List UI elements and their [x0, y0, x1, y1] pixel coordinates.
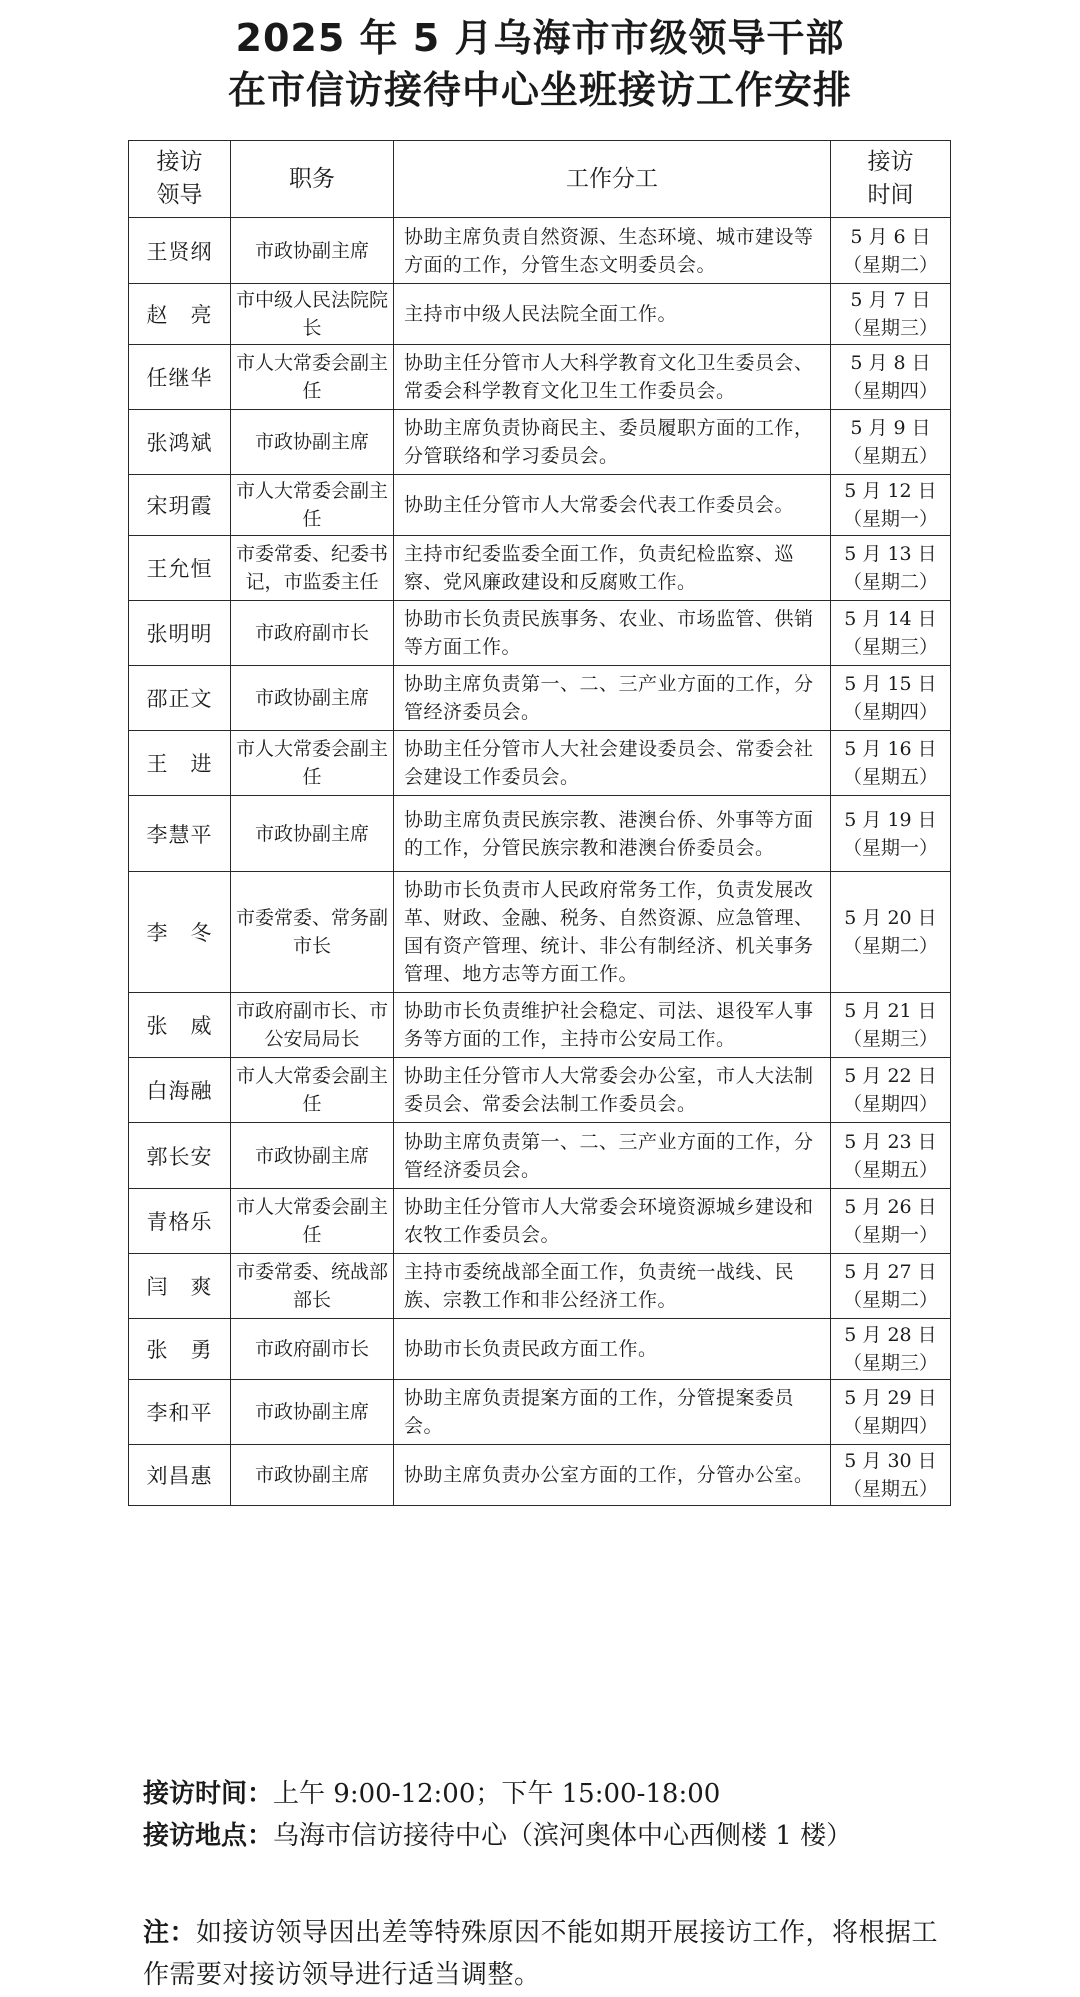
reception-weekday: （星期四） — [842, 701, 938, 723]
table-row — [129, 601, 951, 666]
reception-place-value: 乌海市信访接待中心（滨河奥体中心西侧楼 1 楼） — [273, 1821, 853, 1851]
table-row — [129, 284, 951, 345]
leader-duties: 协助主任分管市人大社会建设委员会、常委会社会建设工作委员会。 — [394, 731, 831, 796]
table-row — [129, 410, 951, 475]
header-time-line1: 接访 — [867, 149, 914, 175]
header-duties: 工作分工 — [394, 141, 831, 218]
reception-weekday: （星期四） — [842, 1093, 938, 1115]
table-row — [129, 666, 951, 731]
reception-date: 5 月 13 日 — [844, 543, 937, 565]
reception-date-cell — [831, 1319, 951, 1380]
table-row — [129, 1189, 951, 1254]
reception-weekday: （星期四） — [842, 1415, 938, 1437]
leader-position: 市政协副主席 — [231, 410, 394, 475]
header-time-line2: 时间 — [867, 182, 914, 208]
table-row — [129, 796, 951, 872]
leader-position: 市人大常委会副主任 — [231, 1058, 394, 1123]
reception-date: 5 月 21 日 — [844, 1000, 937, 1022]
leader-duties: 协助主任分管市人大常委会办公室，市人大法制委员会、常委会法制工作委员会。 — [394, 1058, 831, 1123]
leader-name: 张鸿斌 — [129, 410, 231, 475]
reception-date: 5 月 29 日 — [844, 1387, 937, 1409]
reception-date: 5 月 30 日 — [844, 1450, 937, 1472]
document-title-line2: 在市信访接待中心坐班接访工作安排 — [227, 68, 852, 112]
leader-position: 市政府副市长 — [231, 1319, 394, 1380]
leader-position: 市政协副主席 — [231, 218, 394, 284]
schedule-table — [128, 140, 951, 1506]
reception-weekday: （星期二） — [842, 1289, 938, 1311]
reception-date: 5 月 19 日 — [844, 808, 937, 831]
reception-date: 5 月 26 日 — [844, 1196, 937, 1218]
reception-time-value: 上午 9:00-12:00；下午 15:00-18:00 — [273, 1779, 721, 1809]
leader-position: 市中级人民法院院长 — [231, 284, 394, 345]
reception-weekday: （星期二） — [842, 253, 938, 276]
leader-name: 白海融 — [129, 1058, 231, 1123]
leader-name: 青格乐 — [129, 1189, 231, 1254]
leader-duties: 协助市长负责维护社会稳定、司法、退役军人事务等方面的工作，主持市公安局工作。 — [394, 993, 831, 1058]
leader-duties: 协助市长负责民族事务、农业、市场监管、供销等方面工作。 — [394, 601, 831, 666]
reception-date: 5 月 12 日 — [844, 480, 937, 502]
reception-date-cell — [831, 872, 951, 993]
leader-position: 市人大常委会副主任 — [231, 345, 394, 410]
schedule-table-header — [129, 141, 951, 218]
leader-duties: 协助市长负责市人民政府常务工作，负责发展改革、财政、金融、税务、自然资源、应急管理、国有资产管理、统计、非公有制经济、机关事务管理、地方志等方面工作。 — [394, 872, 831, 993]
leader-duties: 主持市纪委监委全面工作，负责纪检监察、巡察、党风廉政建设和反腐败工作。 — [394, 536, 831, 601]
reception-date: 5 月 15 日 — [844, 673, 937, 695]
reception-date: 5 月 14 日 — [844, 608, 937, 630]
reception-weekday: （星期四） — [842, 380, 938, 402]
reception-weekday: （星期三） — [842, 636, 938, 658]
reception-weekday: （星期一） — [842, 836, 938, 859]
table-row — [129, 1380, 951, 1445]
leader-name: 闫 爽 — [129, 1254, 231, 1319]
leader-position: 市政府副市长 — [231, 601, 394, 666]
table-row — [129, 1254, 951, 1319]
table-row — [129, 1058, 951, 1123]
header-row — [129, 141, 951, 218]
leader-duties: 协助主席负责办公室方面的工作，分管办公室。 — [394, 1445, 831, 1506]
leader-name: 宋玥霞 — [129, 475, 231, 536]
leader-name: 李和平 — [129, 1380, 231, 1445]
leader-duties: 协助主席负责自然资源、生态环境、城市建设等方面的工作，分管生态文明委员会。 — [394, 218, 831, 284]
reception-place-label: 接访地点： — [143, 1821, 274, 1851]
header-leader — [129, 141, 231, 218]
header-position: 职务 — [231, 141, 394, 218]
reception-weekday: （星期五） — [842, 1478, 938, 1500]
header-leader-line2: 领导 — [156, 182, 203, 208]
reception-date-cell — [831, 1123, 951, 1189]
leader-duties: 协助主任分管市人大常委会环境资源城乡建设和农牧工作委员会。 — [394, 1189, 831, 1254]
reception-date: 5 月 8 日 — [850, 352, 931, 374]
leader-duties: 协助主席负责第一、二、三产业方面的工作，分管经济委员会。 — [394, 666, 831, 731]
leader-position: 市人大常委会副主任 — [231, 731, 394, 796]
leader-duties: 协助主席负责第一、二、三产业方面的工作，分管经济委员会。 — [394, 1123, 831, 1189]
leader-name: 任继华 — [129, 345, 231, 410]
leader-position: 市委常委、纪委书记，市监委主任 — [231, 536, 394, 601]
leader-duties: 协助主任分管市人大科学教育文化卫生委员会、常委会科学教育文化卫生工作委员会。 — [394, 345, 831, 410]
leader-name: 李慧平 — [129, 796, 231, 872]
reception-date-cell — [831, 1380, 951, 1445]
leader-name: 张明明 — [129, 601, 231, 666]
leader-position: 市政协副主席 — [231, 1380, 394, 1445]
leader-position: 市政协副主席 — [231, 666, 394, 731]
table-row — [129, 731, 951, 796]
leader-position: 市政协副主席 — [231, 1445, 394, 1506]
leader-duties: 协助主席负责提案方面的工作，分管提案委员会。 — [394, 1380, 831, 1445]
reception-date-cell — [831, 601, 951, 666]
reception-weekday: （星期一） — [842, 508, 938, 530]
leader-name: 李 冬 — [129, 872, 231, 993]
leader-position: 市委常委、统战部部长 — [231, 1254, 394, 1319]
leader-name: 张 威 — [129, 993, 231, 1058]
reception-date-cell — [831, 1445, 951, 1506]
table-row — [129, 1445, 951, 1506]
leader-name: 张 勇 — [129, 1319, 231, 1380]
leader-position: 市人大常委会副主任 — [231, 1189, 394, 1254]
reception-place — [143, 1818, 852, 1854]
reception-weekday: （星期三） — [842, 1352, 938, 1374]
reception-date: 5 月 28 日 — [844, 1324, 937, 1346]
table-row — [129, 1123, 951, 1189]
reception-date: 5 月 9 日 — [850, 417, 931, 439]
reception-date-cell — [831, 1189, 951, 1254]
reception-date-cell — [831, 284, 951, 345]
schedule-table-body — [129, 218, 951, 1506]
leader-position: 市政协副主席 — [231, 1123, 394, 1189]
reception-weekday: （星期三） — [842, 317, 938, 339]
leader-name: 邵正文 — [129, 666, 231, 731]
leader-name: 郭长安 — [129, 1123, 231, 1189]
reception-date: 5 月 20 日 — [844, 907, 937, 929]
leader-duties: 协助市长负责民政方面工作。 — [394, 1319, 831, 1380]
reception-date: 5 月 22 日 — [844, 1065, 937, 1087]
header-time — [831, 141, 951, 218]
leader-name: 王贤纲 — [129, 218, 231, 284]
leader-duties: 协助主席负责民族宗教、港澳台侨、外事等方面的工作，分管民族宗教和港澳台侨委员会。 — [394, 796, 831, 872]
reception-date: 5 月 6 日 — [850, 225, 931, 248]
note-text: 如接访领导因出差等特殊原因不能如期开展接访工作，将根据工作需要对接访领导进行适当调整。 — [143, 1918, 939, 1990]
reception-weekday: （星期五） — [842, 1158, 938, 1181]
reception-weekday: （星期三） — [842, 1028, 938, 1050]
leader-name: 刘昌惠 — [129, 1445, 231, 1506]
table-row — [129, 218, 951, 284]
reception-date: 5 月 23 日 — [844, 1130, 937, 1153]
reception-date-cell — [831, 1058, 951, 1123]
reception-weekday: （星期一） — [842, 1224, 938, 1246]
reception-weekday: （星期二） — [842, 935, 938, 957]
table-row — [129, 872, 951, 993]
reception-date-cell — [831, 1254, 951, 1319]
leader-duties: 主持市中级人民法院全面工作。 — [394, 284, 831, 345]
reception-date: 5 月 27 日 — [844, 1261, 937, 1283]
reception-date-cell — [831, 345, 951, 410]
reception-date: 5 月 16 日 — [844, 738, 937, 760]
reception-time — [143, 1776, 720, 1812]
reception-date-cell — [831, 796, 951, 872]
reception-date-cell — [831, 731, 951, 796]
table-row — [129, 536, 951, 601]
reception-date-cell — [831, 993, 951, 1058]
reception-weekday: （星期五） — [842, 766, 938, 788]
reception-time-label: 接访时间： — [143, 1779, 274, 1809]
leader-name: 赵 亮 — [129, 284, 231, 345]
leader-position: 市政协副主席 — [231, 796, 394, 872]
reception-date-cell — [831, 536, 951, 601]
reception-date-cell — [831, 218, 951, 284]
document-title-line1: 2025 年 5 月乌海市市级领导干部 — [235, 16, 845, 60]
reception-date: 5 月 7 日 — [850, 289, 931, 311]
reception-date-cell — [831, 666, 951, 731]
reception-weekday: （星期五） — [842, 445, 938, 467]
header-leader-line1: 接访 — [156, 149, 203, 175]
leader-duties: 协助主席负责协商民主、委员履职方面的工作，分管联络和学习委员会。 — [394, 410, 831, 475]
reception-weekday: （星期二） — [842, 571, 938, 593]
reception-date-cell — [831, 410, 951, 475]
leader-duties: 主持市委统战部全面工作，负责统一战线、民族、宗教工作和非公经济工作。 — [394, 1254, 831, 1319]
note — [143, 1912, 943, 1996]
leader-name: 王 进 — [129, 731, 231, 796]
table-row — [129, 345, 951, 410]
table-row — [129, 1319, 951, 1380]
leader-position: 市委常委、常务副市长 — [231, 872, 394, 993]
table-row — [129, 993, 951, 1058]
leader-name: 王允恒 — [129, 536, 231, 601]
leader-position: 市政府副市长、市公安局局长 — [231, 993, 394, 1058]
table-row — [129, 475, 951, 536]
leader-duties: 协助主任分管市人大常委会代表工作委员会。 — [394, 475, 831, 536]
leader-position: 市人大常委会副主任 — [231, 475, 394, 536]
reception-date-cell — [831, 475, 951, 536]
note-label: 注： — [143, 1918, 197, 1948]
